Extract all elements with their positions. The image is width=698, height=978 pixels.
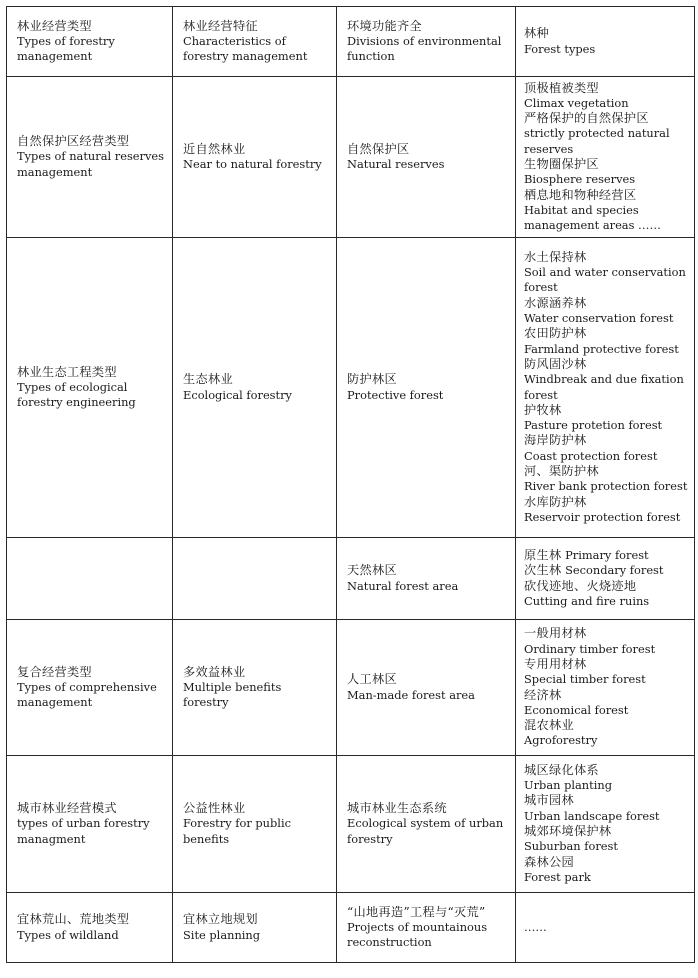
- type-en: Types of wildland: [17, 927, 119, 942]
- characteristic-cell: [173, 756, 337, 893]
- forest-type-en: Forest park: [524, 869, 591, 884]
- forest-type-en: Cutting and fire ruins: [524, 593, 650, 608]
- division-zh: 城市林业生态系统: [347, 801, 447, 816]
- forest-type-zh: 栖息地和物种经营区: [524, 187, 637, 202]
- forest-type-zh: 混农林业: [524, 718, 574, 733]
- division-en: Natural reserves: [347, 157, 445, 171]
- header-type-zh: 林业经营类型: [17, 18, 92, 33]
- table-header-row: [7, 7, 695, 77]
- forest-type-zh: 水库防护林: [524, 494, 587, 509]
- forest-type-item: [524, 403, 688, 434]
- type-zh: 自然保护区经营类型: [17, 134, 130, 149]
- forest-type-en: Special timber forest: [524, 672, 646, 687]
- header-cell-division: [337, 7, 516, 77]
- forest-type-zh: 砍伐迹地、火烧迹地: [524, 578, 637, 593]
- forest-type-en: Pasture protetion forest: [524, 418, 663, 433]
- forest-type-item: [524, 548, 688, 563]
- division-zh: “山地再造”工程与“灭荒”: [347, 904, 486, 919]
- header-cell-type: [7, 7, 173, 77]
- type-cell: [7, 77, 173, 238]
- division-zh: 天然林区: [347, 563, 397, 578]
- forest-type-en: Farmland protective forest: [524, 341, 679, 356]
- type-cell: [7, 893, 173, 963]
- characteristic-zh: 公益性林业: [183, 801, 246, 816]
- forest-type-en: Urban planting: [524, 778, 612, 793]
- forest-type-zh: 次生林: [524, 563, 562, 578]
- forest-type-en: Primary forest: [565, 547, 649, 562]
- characteristic-en: Multiple benefits forestry: [183, 679, 282, 710]
- forest-type-en: River bank protection forest: [524, 479, 688, 494]
- table-row: [7, 893, 695, 963]
- forest-type-en: Secondary forest: [565, 563, 664, 578]
- forest-type-en: Suburban forest: [524, 839, 618, 854]
- forest-type-item: [524, 464, 688, 495]
- type-zh: 复合经营类型: [17, 664, 92, 679]
- characteristic-en: Forestry for public benefits: [183, 816, 291, 846]
- type-zh: 林业生态工程类型: [17, 364, 117, 379]
- forest-type-en: Agroforestry: [524, 733, 598, 748]
- type-zh: 城市林业经营模式: [17, 801, 117, 816]
- forest-type-en: Water conservation forest: [524, 311, 674, 326]
- type-en: Types of comprehensive management: [17, 679, 157, 710]
- forest-types-cell: [516, 538, 695, 620]
- characteristic-cell: [173, 893, 337, 963]
- forest-type-item: [524, 433, 688, 464]
- forest-type-item: [524, 357, 688, 403]
- forest-type-zh: 顶极植被类型: [524, 80, 599, 95]
- header-characteristic-zh: 林业经营特征: [183, 18, 258, 33]
- division-cell: [337, 77, 516, 238]
- forest-type-zh: 河、渠防护林: [524, 463, 599, 478]
- type-en: Types of natural reserves management: [17, 149, 165, 179]
- forest-type-en: Windbreak and due fixation forest: [524, 372, 684, 402]
- forest-type-item: [524, 495, 688, 526]
- forest-type-item: [524, 855, 688, 886]
- forest-type-en: Habitat and species management areas ……: [524, 202, 661, 233]
- forest-type-zh: 护牧林: [524, 402, 562, 417]
- forest-type-item: [524, 763, 688, 794]
- division-en: Man-made forest area: [347, 687, 475, 702]
- forest-type-item: [524, 326, 688, 357]
- type-en: types of urban forestry managment: [17, 816, 150, 846]
- forest-types-cell: [516, 238, 695, 538]
- division-zh: 防护林区: [347, 372, 397, 387]
- forest-type-zh: 水土保持林: [524, 249, 587, 264]
- forest-type-zh: 严格保护的自然保护区: [524, 111, 649, 126]
- division-en: Ecological system of urban forestry: [347, 816, 504, 846]
- division-en: Projects of mountainous reconstruction: [347, 919, 488, 950]
- division-cell: [337, 893, 516, 963]
- forest-type-item: [524, 920, 688, 935]
- forest-type-item: [524, 657, 688, 688]
- forest-type-item: [524, 579, 688, 610]
- forest-type-item: [524, 188, 688, 234]
- table-row: [7, 77, 695, 238]
- header-division-en: Divisions of environmental function: [347, 33, 502, 64]
- header-forest-types-zh: 林种: [524, 26, 549, 41]
- forest-type-zh: 城郊环境保护林: [524, 824, 612, 838]
- forest-type-zh: 生物圈保护区: [524, 157, 599, 171]
- forest-type-zh: 水源涵养林: [524, 295, 587, 310]
- division-en: Natural forest area: [347, 578, 459, 593]
- header-type-en: Types of forestry management: [17, 33, 115, 64]
- header-forest-types-en: Forest types: [524, 41, 596, 56]
- forest-type-zh: 城市园林: [524, 793, 574, 808]
- characteristic-zh: 多效益林业: [183, 664, 246, 679]
- characteristic-zh: 宜林立地规划: [183, 912, 258, 927]
- header-cell-characteristic: [173, 7, 337, 77]
- forest-type-zh: 专用用材林: [524, 656, 587, 671]
- type-cell: [7, 620, 173, 756]
- characteristic-en: Near to natural forestry: [183, 157, 322, 171]
- forest-type-item: [524, 296, 688, 327]
- characteristic-cell: [173, 620, 337, 756]
- forest-type-zh: 农田防护林: [524, 326, 587, 341]
- forest-type-item: [524, 563, 688, 578]
- characteristic-en: Ecological forestry: [183, 387, 292, 402]
- forest-type-en: Ordinary timber forest: [524, 641, 656, 656]
- table-row: [7, 756, 695, 893]
- header-characteristic-en: Characteristics of forestry management: [183, 33, 308, 64]
- forest-type-item: [524, 81, 688, 112]
- division-zh: 自然保护区: [347, 141, 410, 156]
- forest-type-zh: 原生林: [524, 547, 562, 562]
- forest-types-cell: [516, 756, 695, 893]
- table-row: [7, 620, 695, 756]
- forest-types-cell: [516, 620, 695, 756]
- characteristic-cell: [173, 538, 337, 620]
- characteristic-cell: [173, 238, 337, 538]
- division-cell: [337, 538, 516, 620]
- forest-type-item: [524, 250, 688, 296]
- forest-type-zh: 海岸防护林: [524, 433, 587, 448]
- division-en: Protective forest: [347, 387, 444, 402]
- header-cell-forest-types: [516, 7, 695, 77]
- forest-type-zh: 防风固沙林: [524, 356, 587, 371]
- characteristic-zh: 近自然林业: [183, 141, 246, 156]
- forest-type-en: Urban landscape forest: [524, 808, 660, 823]
- type-cell: [7, 538, 173, 620]
- type-cell: [7, 238, 173, 538]
- type-cell: [7, 756, 173, 893]
- header-division-zh: 环境功能齐全: [347, 18, 422, 33]
- forest-type-item: [524, 111, 688, 157]
- type-en: Types of ecological forestry engineering: [17, 379, 136, 410]
- forest-type-en: Economical forest: [524, 702, 629, 717]
- characteristic-en: Site planning: [183, 927, 261, 942]
- type-zh: 宜林荒山、荒地类型: [17, 912, 130, 927]
- forest-type-zh: 森林公园: [524, 854, 574, 869]
- forest-type-zh: 一般用材林: [524, 626, 587, 641]
- division-cell: [337, 238, 516, 538]
- forest-type-item: [524, 718, 688, 749]
- forest-types-cell: [516, 77, 695, 238]
- forest-type-zh: 经济林: [524, 687, 562, 702]
- forest-type-item: [524, 824, 688, 855]
- division-cell: [337, 756, 516, 893]
- forest-type-en: ……: [524, 919, 547, 934]
- forest-type-item: [524, 793, 688, 824]
- forest-type-item: [524, 626, 688, 657]
- forest-type-en: Soil and water conservation forest: [524, 265, 686, 295]
- forest-type-item: [524, 688, 688, 719]
- division-zh: 人工林区: [347, 672, 397, 687]
- forest-type-zh: 城区绿化体系: [524, 762, 599, 777]
- table-row: [7, 238, 695, 538]
- forest-type-en: Coast protection forest: [524, 448, 658, 463]
- forest-type-en: Biosphere reserves: [524, 172, 636, 187]
- division-cell: [337, 620, 516, 756]
- characteristic-zh: 生态林业: [183, 372, 233, 387]
- forestry-management-table: [6, 6, 695, 963]
- forest-types-cell: [516, 893, 695, 963]
- table-row: [7, 538, 695, 620]
- forest-type-en: Climax vegetation: [524, 95, 629, 110]
- forest-type-item: [524, 157, 688, 188]
- forest-type-en: Reservoir protection forest: [524, 509, 681, 524]
- forest-type-en: strictly protected natural reserves: [524, 126, 670, 156]
- characteristic-cell: [173, 77, 337, 238]
